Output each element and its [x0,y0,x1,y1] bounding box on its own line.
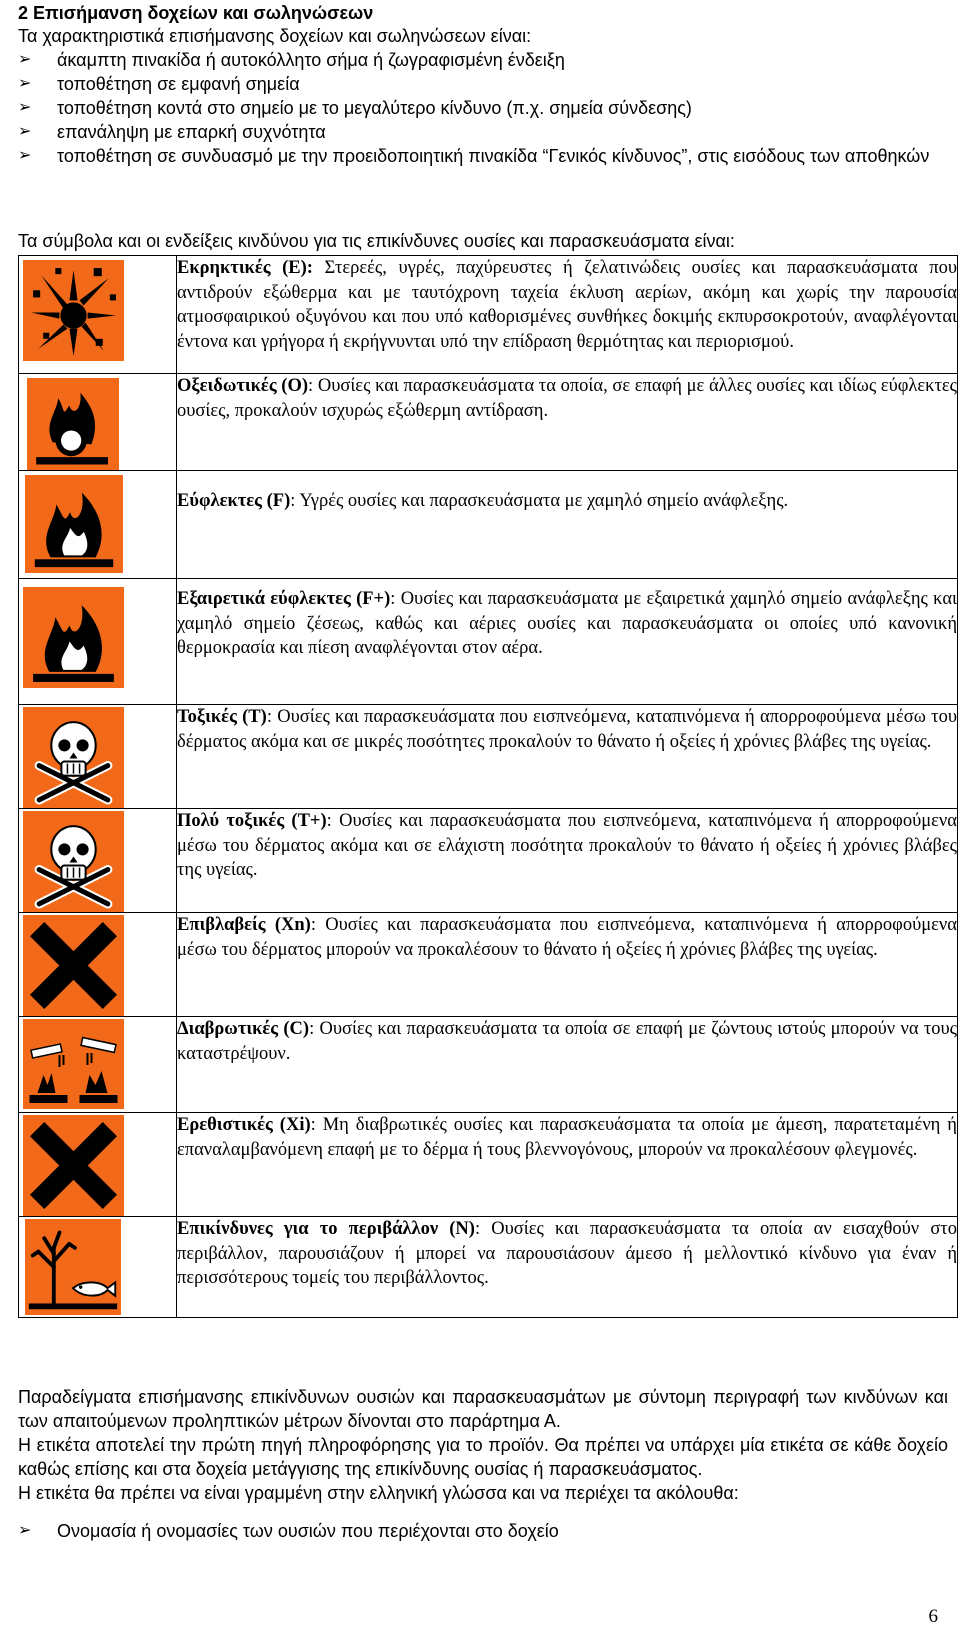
list-item: ➢ τοποθέτηση κοντά στο σημείο με το μεγαλύτερο κίνδυνο (π.χ. σημεία σύνδεσης) [18,98,692,118]
language-paragraph: Η ετικέτα θα πρέπει να είναι γραμμένη στην ελληνική γλώσσα και να περιέχει τα ακόλουθα: [18,1483,739,1503]
hazard-name: Πολύ τοξικές (Τ+) [177,811,327,831]
list-item: ➢ επανάληψη με επαρκή συχνότητα [18,122,326,142]
hazard-name: Εκρηκτικές (Ε): [177,258,313,278]
label-contents-list [18,1519,559,1543]
very-toxic-icon [23,811,124,912]
table-row [19,471,958,579]
table-row [19,1017,958,1113]
hazard-name: Επικίνδυνες για το περιβάλλον (Ν) [177,1219,475,1239]
arrow-bullet-icon: ➢ [18,99,32,116]
hazard-name: Ερεθιστικές (Xi) [177,1115,311,1135]
list-item: ➢ άκαμπτη πινακίδα ή αυτοκόλλητο σήμα ή ζωγραφισμένη ένδειξη [18,50,565,70]
hazard-description: : Ουσίες και παρασκευάσματα με εξαιρετικά χαμηλό σημείο ανάφλεξης και χαμηλό σημείο ζέσεως, καθώς και αέριες ουσίες και παρασκευάσματα οι οποίες υπό κανονική θερμοκρασία και πίεση αναφλέγονται στον αέρα. [177,589,957,658]
hazard-description: : Μη διαβρωτικές ουσίες και παρασκευάσματα τα οποία με άμεση, παρατεταμένη ή επαναλαμβανόμενη επαφή με το δέρμα ή τους βλεννογόνους, μπορούν να προκαλέσουν φλεγμονές. [177,1115,957,1160]
harmful-icon [23,915,124,1016]
section-heading: 2 Επισήμανση δοχείων και σωληνώσεων [18,3,374,23]
hazard-description: : Υγρές ουσίες και παρασκευάσματα με χαμηλό σημείο ανάφλεξης. [290,491,789,511]
hazard-name: Τοξικές (Τ) [177,707,267,727]
page-number: 6 [928,1606,938,1627]
arrow-bullet-icon: ➢ [18,75,32,92]
table-row [19,256,958,374]
hazard-description: Στερεές, υγρές, παχύρευστες ή ζελατινώδεις ουσίες και παρασκευάσματα που αντιδρούν εξώθερμα και με ταυτόχρονη ταχεία έκλυση αερίων, ακόμη και χωρίς την παρουσία ατμοσφαιρικού οξυγόνου και που υπό καθορισμένες συνθήκες δοκιμής εκπυρσοκροτούν, αναφλέγονται έντονα και γρήγορα ή εκρήγνυνται υπό την επίδραση θερμότητας και περιορισμού. [177,258,957,352]
arrow-bullet-icon: ➢ [18,1522,32,1539]
table-row [19,913,958,1017]
hazard-description: : Ουσίες και παρασκευάσματα τα οποία, σε επαφή με άλλες ουσίες και ιδίως εύφλεκτες ουσίες, προκαλούν ισχυρώς εξώθερμη αντίδραση. [177,376,958,421]
environment-icon [25,1219,121,1315]
list-item: ➢ τοποθέτηση σε εμφανή σημεία [18,74,300,94]
list-item: ➢ Ονομασία ή ονομασίες των ουσιών που περιέχονται στο δοχείο [18,1521,559,1541]
symbols-intro: Τα σύμβολα και οι ενδείξεις κινδύνου για τις επικίνδυνες ουσίες και παρασκευάσματα είναι: [18,231,735,251]
label-paragraph: Η ετικέτα αποτελεί την πρώτη πηγή πληροφόρησης για το προϊόν. Θα πρέπει να υπάρχει μία ετικέτα σε κάθε δοχείο καθώς επίσης και στα δοχεία μετάγγισης της επικίνδυνης ουσίας ή παρασκευάσματος. [18,1435,948,1479]
hazard-name: Διαβρωτικές (C) [177,1019,310,1039]
hazard-symbols-table [18,255,958,1318]
arrow-bullet-icon: ➢ [18,123,32,140]
bullet-list [18,48,948,168]
explosive-icon [23,260,124,361]
table-row [19,1113,958,1217]
hazard-description: : Ουσίες και παρασκευάσματα που εισπνεόμενα, καταπινόμενα ή απορροφούμενα μέσω του δέρματος ακόμα και σε ελάχιστη ποσότητα προκαλούν το θάνατο ή οξείες ή χρόνιες βλάβες της υγείας. [177,811,957,880]
arrow-bullet-icon: ➢ [18,51,32,68]
oxidizing-icon [27,378,119,470]
hazard-name: Εξαιρετικά εύφλεκτες (F+) [177,589,391,609]
table-row [19,579,958,705]
list-item: ➢ τοποθέτηση σε συνδυασμό με την προειδοποιητική πινακίδα “Γενικός κίνδυνος”, στις εισόδους των αποθηκών [18,146,930,166]
arrow-bullet-icon: ➢ [18,147,32,164]
highly-flammable-icon [23,587,124,688]
examples-paragraph: Παραδείγματα επισήμανσης επικίνδυνων ουσιών και παρασκευασμάτων με σύντομη περιγραφή των κινδύνων και των απαιτούμενων προληπτικών μέτρων δίνονται στο παράρτημα Α. [18,1387,948,1431]
hazard-name: Επιβλαβείς (Xn) [177,915,311,935]
flammable-icon [25,475,123,573]
corrosive-icon [23,1019,124,1109]
hazard-name: Εύφλεκτες (F) [177,491,291,511]
hazard-description: : Ουσίες και παρασκευάσματα που εισπνεόμενα, καταπινόμενα ή απορροφούμενα μέσω του δέρματος μπορούν να προκαλέσουν το θάνατο ή οξείες ή χρόνιες βλάβες της υγείας. [177,915,957,960]
intro-text: Τα χαρακτηριστικά επισήμανσης δοχείων και σωληνώσεων είναι: [18,26,532,46]
hazard-description: : Ουσίες και παρασκευάσματα τα οποία σε επαφή με ζώντους ιστούς μπορούν να τους καταστρέψουν. [177,1019,957,1064]
table-row [19,809,958,913]
hazard-description: : Ουσίες και παρασκευάσματα που εισπνεόμενα, καταπινόμενα ή απορροφούμενα μέσω του δέρματος ακόμα και σε μικρές ποσότητες προκαλούν το θάνατο ή οξείες ή χρόνιες βλάβες της υγείας. [177,707,957,752]
hazard-name: Οξειδωτικές (Ο) [177,376,309,396]
irritant-icon [23,1115,124,1216]
table-row [19,1217,958,1318]
table-row [19,705,958,809]
toxic-icon [23,707,124,808]
table-row [19,374,958,471]
hazard-description: : Ουσίες και παρασκευάσματα τα οποία αν εισαχθούν στο περιβάλλον, παρουσιάζουν ή μπορεί να παρουσιάσουν άμεσο ή μελλοντικό κίνδυνο για έναν ή περισσότερους τομείς του περιβάλλοντος. [177,1219,957,1288]
